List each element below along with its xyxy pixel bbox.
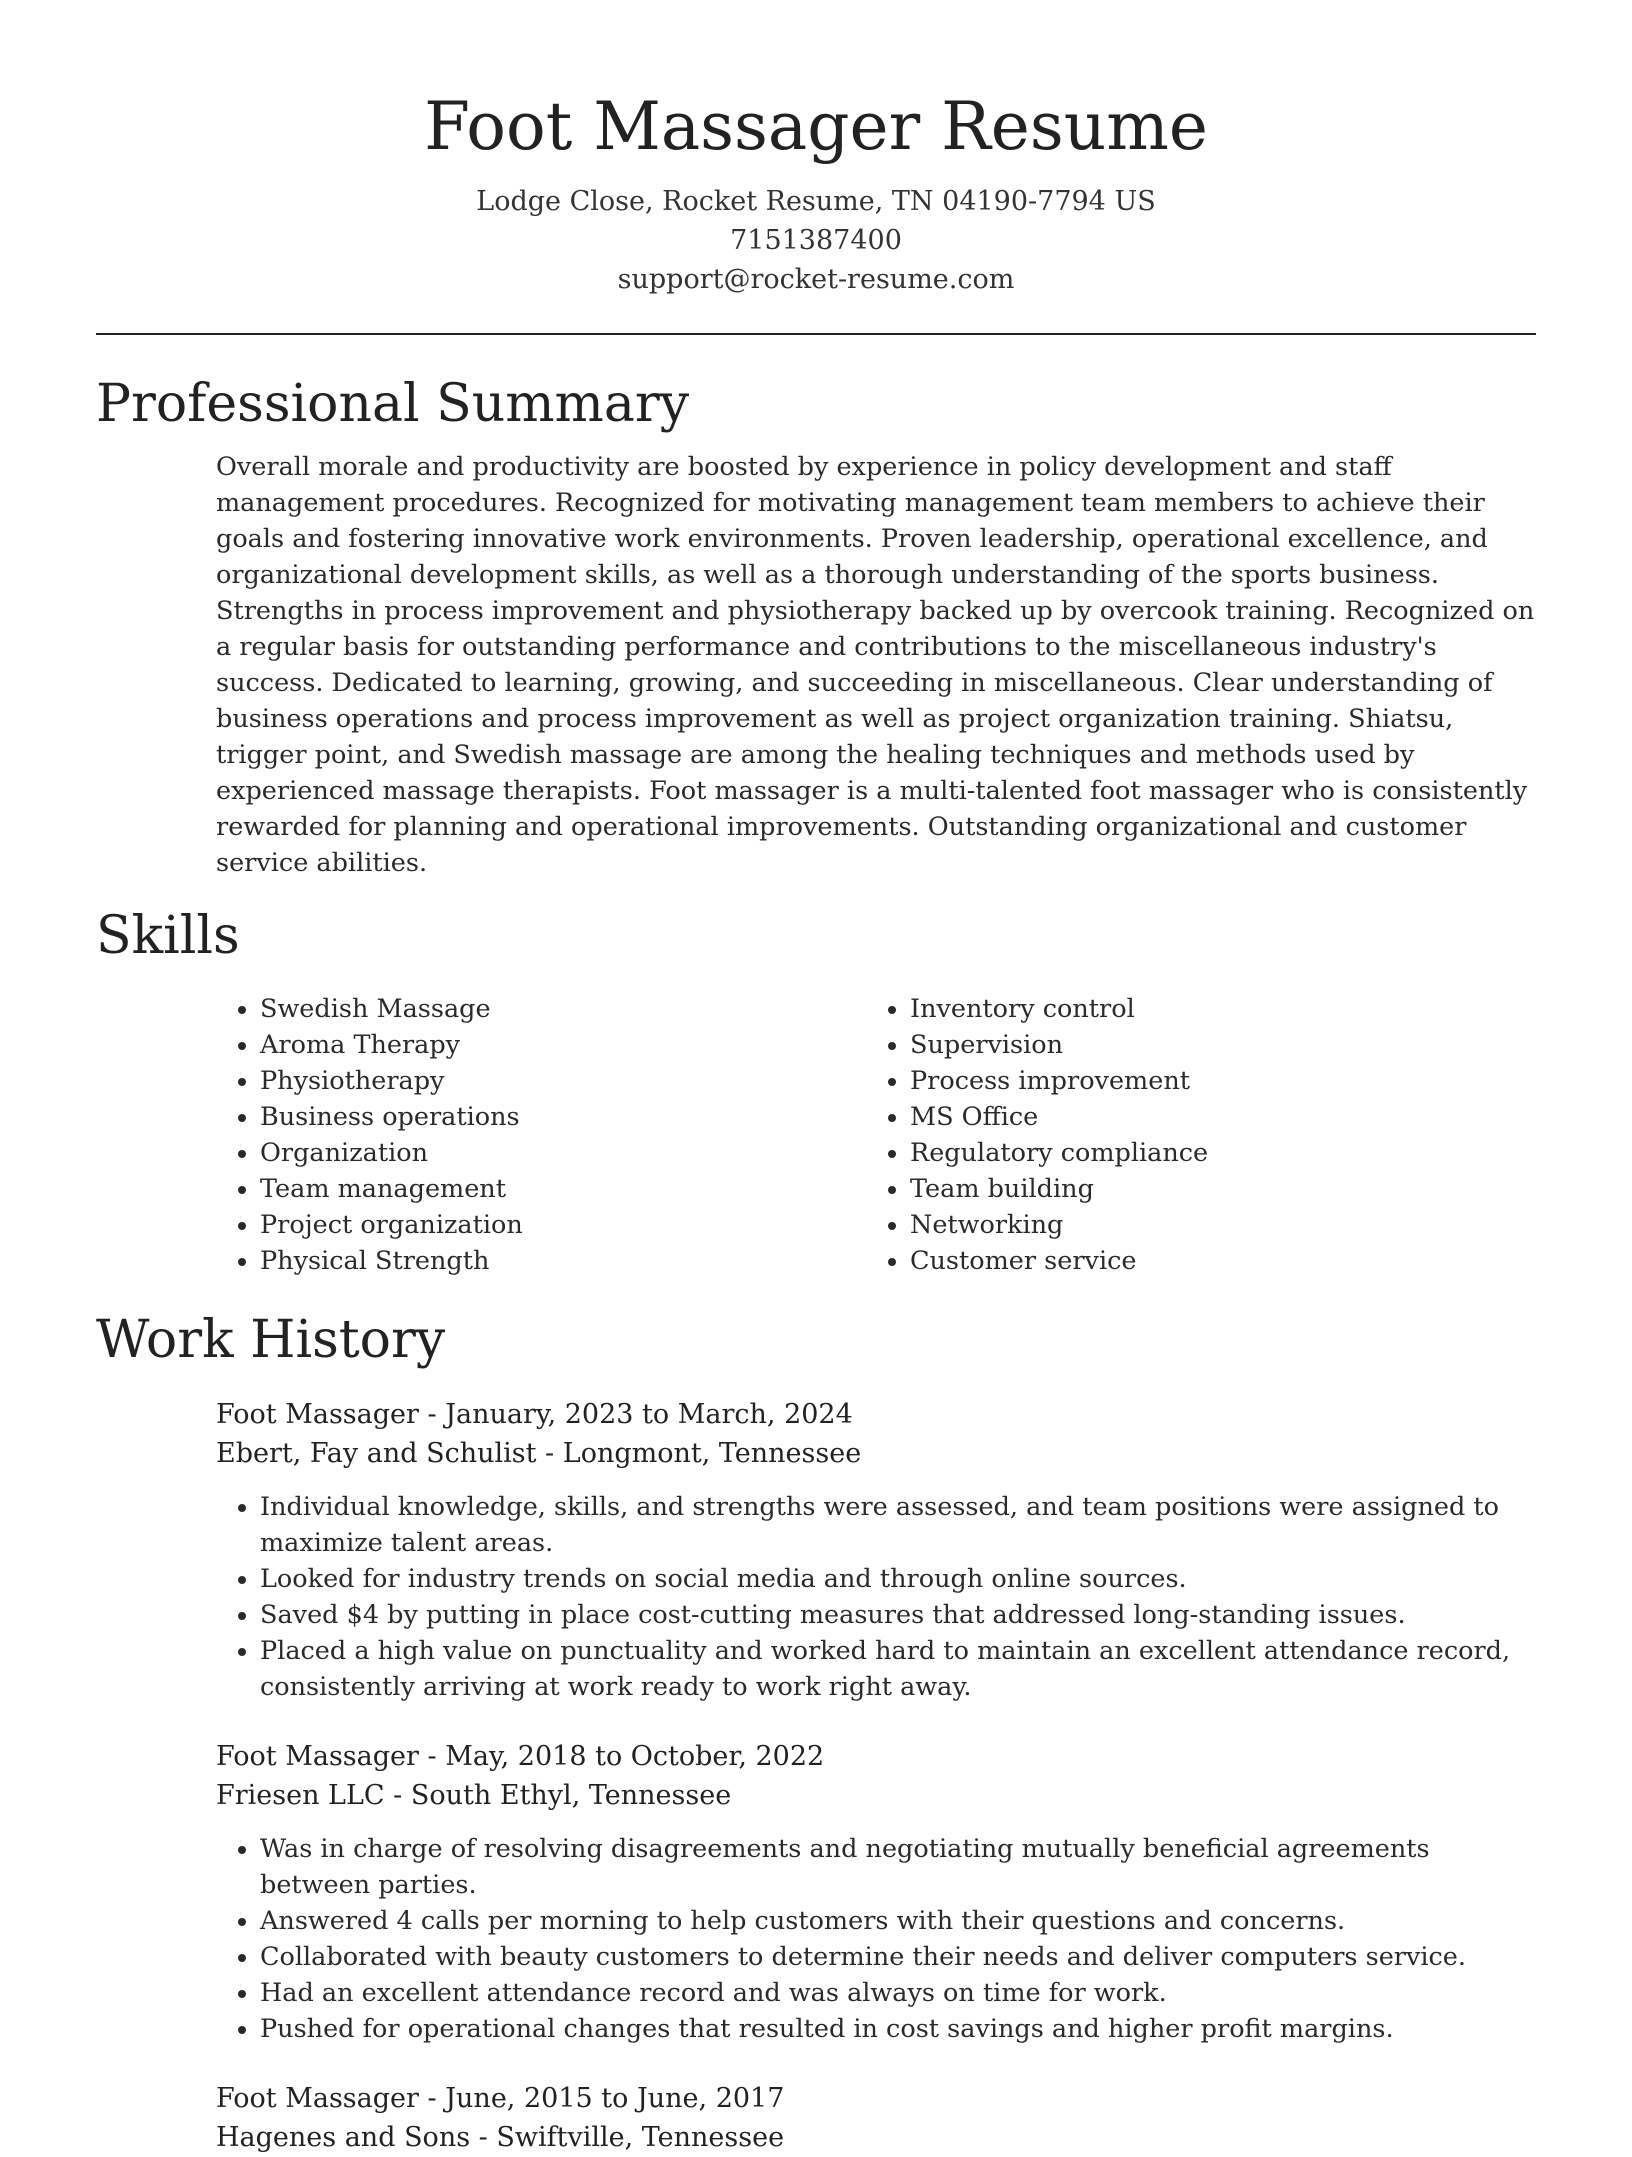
skill-item: • Project organization xyxy=(260,1207,866,1243)
skill-item: • Aroma Therapy xyxy=(260,1027,866,1063)
separator: - xyxy=(418,1741,446,1772)
skill-item: • Organization xyxy=(260,1135,866,1171)
job-company: Friesen LLC xyxy=(216,1780,385,1811)
skill-item: • Physical Strength xyxy=(260,1243,866,1279)
job-title-line xyxy=(216,1737,1536,1776)
skill-item: • Business operations xyxy=(260,1099,866,1135)
address-line: Lodge Close, Rocket Resume, TN 04190-7794 US xyxy=(476,186,1156,217)
separator: - xyxy=(384,1780,411,1811)
duty-item: • Individual knowledge, skills, and strengths were assessed, and team positions were assigned to maximize talent areas. xyxy=(260,1489,1536,1561)
duty-item: • Pushed for operational changes that resulted in cost savings and higher profit margins. xyxy=(260,2011,1536,2047)
job-company: Ebert, Fay and Schulist xyxy=(216,1438,537,1469)
job-location: Swiftville, Tennessee xyxy=(496,2122,785,2153)
skill-item: • Physiotherapy xyxy=(260,1063,866,1099)
summary-heading: Professional Summary xyxy=(96,374,690,434)
header-divider xyxy=(96,333,1536,335)
skill-item: • MS Office xyxy=(910,1099,1516,1135)
job-title-line xyxy=(216,1395,1536,1434)
skill-item: • Team building xyxy=(910,1171,1516,1207)
separator: - xyxy=(418,1399,446,1430)
skill-item: • Swedish Massage xyxy=(260,991,866,1027)
work-history-heading: Work History xyxy=(96,1310,446,1370)
duty-item: • Answered 4 calls per morning to help customers with their questions and concerns. xyxy=(260,1903,1536,1939)
job-duties xyxy=(216,1831,1536,2047)
job-title: Foot Massager xyxy=(216,1399,419,1430)
duty-item: • Saved $4 by putting in place cost-cutting measures that addressed long-standing issues. xyxy=(260,1597,1536,1633)
skill-item: • Team management xyxy=(260,1171,866,1207)
job-entry xyxy=(216,2079,1536,2157)
separator: - xyxy=(470,2122,497,2153)
duty-item: • Was in charge of resolving disagreements and negotiating mutually beneficial agreements between parties. xyxy=(260,1831,1536,1903)
skill-item: • Customer service xyxy=(910,1243,1516,1279)
skill-item: • Supervision xyxy=(910,1027,1516,1063)
duty-item: • Collaborated with beauty customers to determine their needs and deliver computers service. xyxy=(260,1939,1536,1975)
job-dates: May, 2018 to October, 2022 xyxy=(445,1741,825,1772)
job-entry xyxy=(216,1395,1536,1705)
skill-item: • Networking xyxy=(910,1207,1516,1243)
job-dates: June, 2015 to June, 2017 xyxy=(445,2083,785,2114)
email-line: support@rocket-resume.com xyxy=(617,264,1015,295)
skill-item: • Process improvement xyxy=(910,1063,1516,1099)
job-title: Foot Massager xyxy=(216,2083,419,2114)
skills-list-right xyxy=(866,991,1516,1279)
job-company-line xyxy=(216,1434,1536,1473)
skills-columns xyxy=(216,991,1536,1279)
job-location: Longmont, Tennessee xyxy=(562,1438,862,1469)
job-duties xyxy=(216,1489,1536,1705)
separator: - xyxy=(418,2083,446,2114)
skill-item: • Regulatory compliance xyxy=(910,1135,1516,1171)
duty-item: • Placed a high value on punctuality and worked hard to maintain an excellent attendance record, consistently arriving at work ready to work right away. xyxy=(260,1633,1536,1705)
job-company-line xyxy=(216,1776,1536,1815)
separator: - xyxy=(536,1438,563,1469)
resume-header xyxy=(96,0,1536,299)
resume-page xyxy=(96,0,1536,2157)
skill-item: • Inventory control xyxy=(910,991,1516,1027)
job-company: Hagenes and Sons xyxy=(216,2122,471,2153)
skills-heading: Skills xyxy=(96,906,240,966)
job-location: South Ethyl, Tennessee xyxy=(410,1780,732,1811)
phone-line: 7151387400 xyxy=(730,225,902,256)
job-entry xyxy=(216,1737,1536,2047)
duty-item: • Looked for industry trends on social media and through online sources. xyxy=(260,1561,1536,1597)
resume-title: Foot Massager Resume xyxy=(424,88,1208,165)
job-dates: January, 2023 to March, 2024 xyxy=(445,1399,853,1430)
job-title: Foot Massager xyxy=(216,1741,419,1772)
skills-list-left xyxy=(216,991,866,1279)
job-company-line xyxy=(216,2118,1536,2157)
summary-text: Overall morale and productivity are boosted by experience in policy development and staff management procedures. Recognized for motivating management team members to achieve their goals and fostering innovative work environments. Proven leadership, operational excellence, and organizational development skills, as well as a thorough understanding of the sports business. Strengths in process improvement and physiotherapy backed up by overcook training. Recognized on a regular basis for outstanding performance and contributions to the miscellaneous industry's success. Dedicated to learning, growing, and succeeding in miscellaneous. Clear understanding of business operations and process improvement as well as project organization training. Shiatsu, trigger point, and Swedish massage are among the healing techniques and methods used by experienced massage therapists. Foot massager is a multi-talented foot massager who is consistently rewarded for planning and operational improvements. Outstanding organizational and customer service abilities. xyxy=(216,452,1535,878)
duty-item: • Had an excellent attendance record and was always on time for work. xyxy=(260,1975,1536,2011)
job-title-line xyxy=(216,2079,1536,2118)
